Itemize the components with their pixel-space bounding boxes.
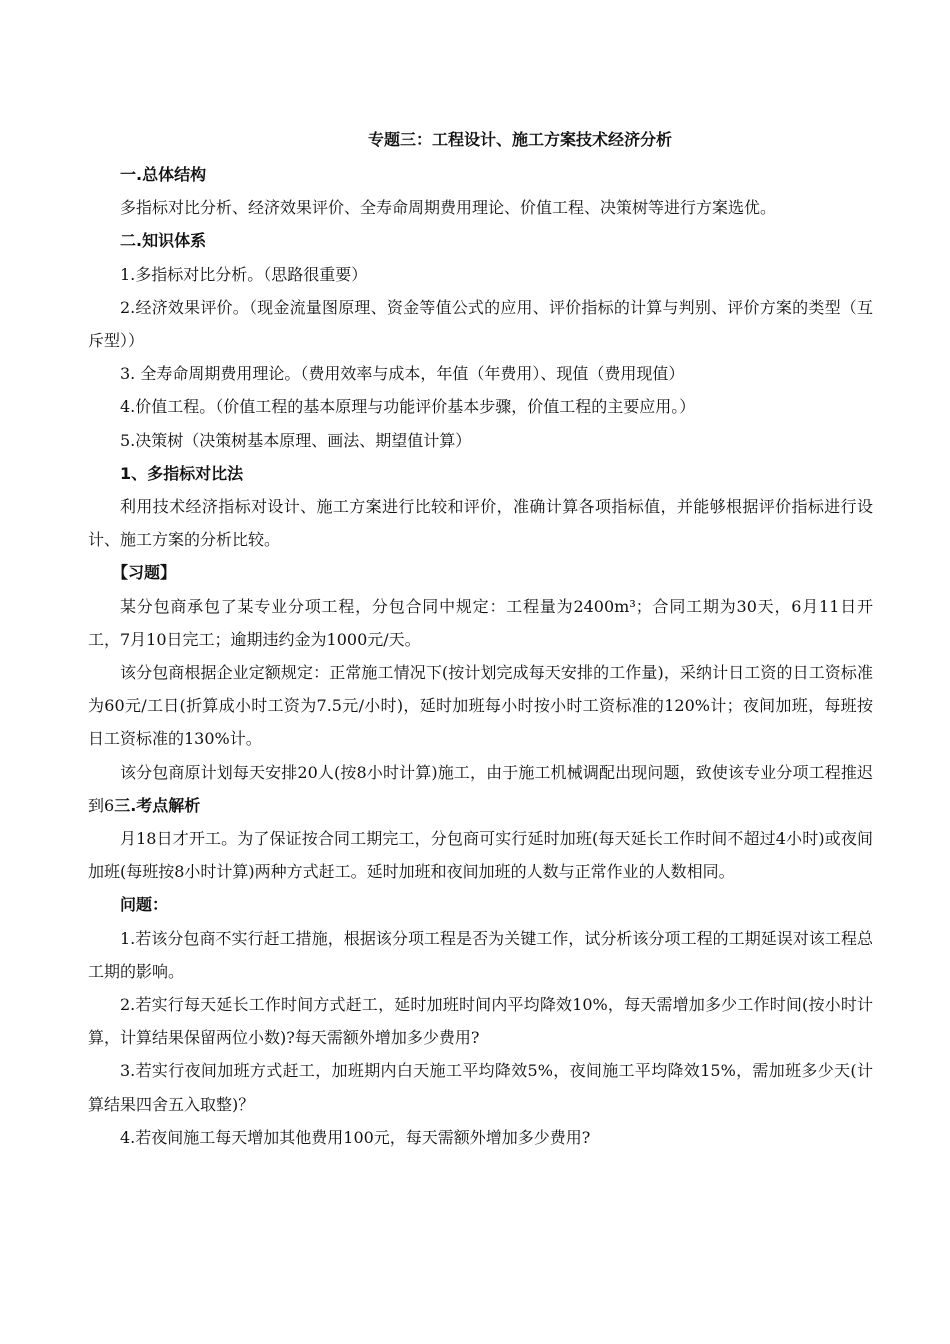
section-heading-overall-structure: 一.总体结构 [120,165,207,184]
exercise-heading: 【习题】 [112,563,177,583]
questions-heading: 问题： [120,895,169,915]
section-heading-knowledge-system: 二.知识体系 [120,231,207,251]
overall-structure-text: 多指标对比分析、经济效果评价、全寿命周期费用理论、价值工程、决策树等进行方案选优。 [120,198,777,218]
knowledge-item-3: 3. 全寿命周期费用理论。（费用效率与成本，年值（年费用）、现值（费用现值） [120,364,685,384]
question-4: 4.若夜间施工每天增加其他费用100元，每天需额外增加多少费用? [120,1127,591,1147]
question-2: 2.若实行每天延长工作时间方式赶工，延时加班时间内平均降效10%，每天需增加多少工作时间(按小时计算，计算结果保留两位小数)?每天需额外增加多少费用? [88,995,873,1048]
knowledge-item-4: 4.价值工程。（价值工程的基本原理与功能评价基本步骤，价值工程的主要应用。） [120,397,696,417]
section-heading-multi-index: 1、多指标对比法 [120,463,244,483]
page-title: 专题三：工程设计、施工方案技术经济分析 [367,130,672,149]
exercise-paragraph-3-text: 该分包商原计划每天安排20人(按8小时计算)施工，由于施工机械调配出现问题，致使该专业分项工程推迟到6 [88,762,873,815]
key-points-heading: 三.考点解析 [114,795,201,815]
question-1: 1.若该分包商不实行赶工措施，根据该分项工程是否为关键工作，试分析该分项工程的工期延误对该工程总工期的影响。 [88,928,873,981]
multi-index-text: 利用技术经济指标对设计、施工方案进行比较和评价，准确计算各项指标值，并能够根据评价指标进行设计、施工方案的分析比较。 [88,497,873,550]
knowledge-item-5: 5.决策树（决策树基本原理、画法、期望值计算） [120,430,472,450]
exercise-paragraph-1: 某分包商承包了某专业分项工程，分包合同中规定：工程量为2400m³；合同工期为30天，6月11日开工，7月10日完工；逾期违约金为1000元/天。 [88,596,873,649]
knowledge-item-1: 1.多指标对比分析。（思路很重要） [120,264,368,284]
exercise-paragraph-3 [88,756,873,822]
document-body [88,158,873,1154]
exercise-paragraph-4: 月18日才开工。为了保证按合同工期完工，分包商可实行延时加班(每天延长工作时间不超过4小时)或夜间加班(每班按8小时计算)两种方式赶工。延时加班和夜间加班的人数与正常作业的人数相同。 [88,829,873,882]
question-3: 3.若实行夜间加班方式赶工，加班期内白天施工平均降效5%，夜间施工平均降效15%，需加班多少天(计算结果四舍五入取整)？ [88,1061,873,1114]
exercise-paragraph-2: 该分包商根据企业定额规定：正常施工情况下(按计划完成每天安排的工作量)，采纳计日工资的日工资标准为60元/工日(折算成小时工资为7.5元/小时)，延时加班每小时按小时工资标准的120%计；夜间加班，每班按日工资标准的130%计。 [88,663,873,749]
knowledge-item-2: 2.经济效果评价。（现金流量图原理、资金等值公式的应用、评价指标的计算与判别、评价方案的类型（互斥型）） [88,297,873,351]
